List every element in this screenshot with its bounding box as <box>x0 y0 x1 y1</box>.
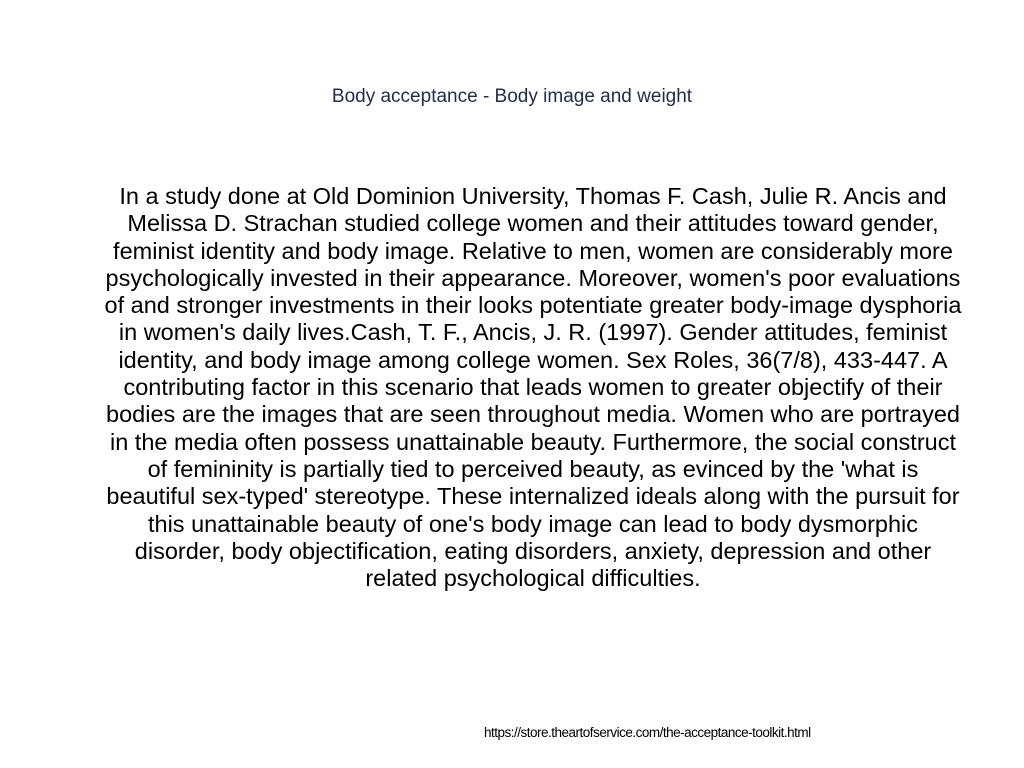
slide-body-text: In a study done at Old Dominion University, Thomas F. Cash, Julie R. Ancis and Melissa D. Strachan studied college women and their attitudes toward gender, feminist identity and body image. Relative to men, women are considerably more psychologically invested in their appearance. Moreover, women's poor evaluations of and stronger investments in their looks potentiate greater body-image dysphoria in women's daily lives.Cash, T. F., Ancis, J. R. (1997). Gender attitudes, feminist identity, and body image among college women. Sex Roles, 36(7/8), 433-447. A contributing factor in this scenario that leads women to greater objectify of their bodies are the images that are seen throughout media. Women who are portrayed in the media often possess unattainable beauty. Furthermore, the social construct of femininity is partially tied to perceived beauty, as evinced by the 'what is beautiful sex-typed' stereotype. These internalized ideals along with the pursuit for this unattainable beauty of one's body image can lead to body dysmorphic disorder, body objectification, eating disorders, anxiety, depression and other related psychological difficulties. <box>104 183 962 592</box>
slide-title: Body acceptance - Body image and weight <box>331 86 693 107</box>
source-link[interactable]: https://store.theartofservice.com/the-acceptance-toolkit.html <box>484 725 811 740</box>
